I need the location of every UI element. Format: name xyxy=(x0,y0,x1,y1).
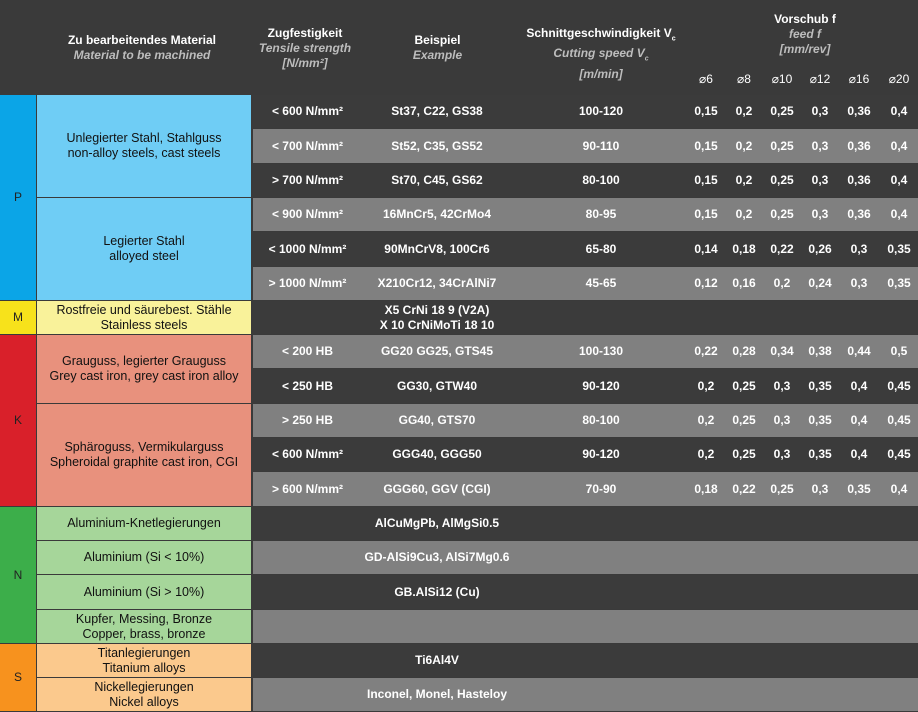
row-example: X210Cr12, 34CrAlNi7 xyxy=(377,276,497,290)
header-feed xyxy=(730,12,880,57)
material-name-en: Nickel alloys xyxy=(109,694,179,709)
header-speed-en xyxy=(515,46,687,66)
header-example xyxy=(375,33,500,63)
material-description xyxy=(37,198,251,300)
material-description xyxy=(37,507,251,540)
header-tensile xyxy=(250,26,360,71)
row-feed: 0,3 xyxy=(811,138,829,153)
row-feed: 0,36 xyxy=(847,104,871,118)
material-name-en: Titanium alloys xyxy=(102,660,186,675)
row-example: 16MnCr5, 42CrMo4 xyxy=(382,207,492,221)
row-tensile: < 700 N/mm² xyxy=(271,138,344,153)
row-feed: 0,16 xyxy=(732,276,756,290)
row-tensile: < 250 HB xyxy=(281,378,334,393)
diameter-header: ⌀10 xyxy=(771,71,793,86)
row-feed: 0,35 xyxy=(808,413,832,427)
material-name-en: Grey cast iron, grey cast iron alloy xyxy=(49,369,239,383)
row-speed: 100-120 xyxy=(578,104,624,118)
row-tensile: < 1000 N/mm² xyxy=(268,241,347,256)
row-speed: 80-100 xyxy=(582,173,620,187)
row-feed: 0,2 xyxy=(697,413,715,427)
row-speed: 90-120 xyxy=(582,378,620,393)
material-name-de: Nickellegierungen xyxy=(94,679,194,694)
material-name-de: Unlegierter Stahl, Stahlguss xyxy=(66,131,222,145)
row-speed: 90-110 xyxy=(582,138,620,153)
group-letter-M: M xyxy=(0,301,36,334)
row-example-line: Inconel, Monel, Hasteloy xyxy=(366,687,508,701)
row-feed: 0,36 xyxy=(847,207,871,221)
row-feed: 0,4 xyxy=(890,138,908,153)
row-feed: 0,22 xyxy=(732,481,756,496)
row-example-line: Ti6Al4V xyxy=(415,653,459,667)
row-speed: 70-90 xyxy=(585,481,617,496)
row-feed: 0,34 xyxy=(770,344,794,358)
row-speed: 80-100 xyxy=(582,413,620,427)
header-tensile-unit: [N/mm²] xyxy=(282,56,328,70)
row-example xyxy=(332,301,542,334)
row-example: St52, C35, GS52 xyxy=(391,138,483,153)
header-feed-unit: [mm/rev] xyxy=(779,42,831,56)
row-example: GGG60, GGV (CGI) xyxy=(383,481,491,496)
row-feed: 0,3 xyxy=(850,241,868,256)
row-feed: 0,35 xyxy=(808,447,832,461)
row-feed: 0,36 xyxy=(847,138,871,153)
row-feed: 0,35 xyxy=(887,276,911,290)
row-example xyxy=(332,575,542,609)
material-description xyxy=(37,95,251,197)
diameter-header: ⌀8 xyxy=(737,71,751,86)
row-tensile: < 200 HB xyxy=(281,344,334,358)
row-feed: 0,4 xyxy=(890,207,908,221)
row-example xyxy=(332,678,542,711)
row-feed: 0,2 xyxy=(697,378,715,393)
row-feed: 0,22 xyxy=(770,241,794,256)
header-example-de: Beispiel xyxy=(414,33,461,47)
row-feed: 0,3 xyxy=(811,173,829,187)
material-name-de: Titanlegierungen xyxy=(97,645,191,660)
row-feed: 0,35 xyxy=(887,241,911,256)
row-example: GG30, GTW40 xyxy=(396,378,478,393)
material-description xyxy=(37,610,251,643)
material-description xyxy=(37,335,251,403)
row-feed: 0,18 xyxy=(694,481,718,496)
row-feed: 0,22 xyxy=(694,344,718,358)
row-example: St70, C45, GS62 xyxy=(391,173,483,187)
row-feed: 0,5 xyxy=(890,344,908,358)
row-speed: 45-65 xyxy=(585,276,617,290)
material-name-en: non-alloy steels, cast steels xyxy=(67,146,221,160)
row-feed: 0,3 xyxy=(811,207,829,221)
row-feed: 0,2 xyxy=(735,104,753,118)
row-feed: 0,2 xyxy=(735,207,753,221)
row-feed: 0,45 xyxy=(887,413,911,427)
row-feed: 0,4 xyxy=(850,447,868,461)
row-tensile: > 700 N/mm² xyxy=(271,173,344,187)
group-letter-S: S xyxy=(0,644,36,711)
row-speed: 80-95 xyxy=(585,207,617,221)
row-speed: 100-130 xyxy=(578,344,624,358)
row-feed: 0,3 xyxy=(850,276,868,290)
material-name-en: Copper, brass, bronze xyxy=(82,626,206,641)
row-feed: 0,44 xyxy=(847,344,871,358)
row-feed: 0,3 xyxy=(773,378,791,393)
header-speed-unit: [m/min] xyxy=(579,66,623,81)
row-example: St37, C22, GS38 xyxy=(391,104,483,118)
row-feed: 0,15 xyxy=(694,207,718,221)
row-feed: 0,3 xyxy=(811,104,829,118)
row-tensile: < 600 N/mm² xyxy=(271,104,344,118)
row-speed: 65-80 xyxy=(585,241,617,256)
material-name-en: Stainless steels xyxy=(100,317,188,332)
row-feed: 0,15 xyxy=(694,138,718,153)
header-speed xyxy=(515,26,687,82)
material-name-de: Aluminium (Si > 10%) xyxy=(83,584,205,599)
row-feed: 0,24 xyxy=(808,276,832,290)
row-example: GG20 GG25, GTS45 xyxy=(380,344,494,358)
row-feed: 0,2 xyxy=(697,447,715,461)
header-speed-en-sub: c xyxy=(644,55,649,63)
header-speed-de-text: Schnittgeschwindigkeit V xyxy=(526,26,672,40)
row-example: GGG40, GGG50 xyxy=(392,447,482,461)
row-example-line: GD-AlSi9Cu3, AlSi7Mg0.6 xyxy=(364,550,510,564)
row-example-line: GB.AlSi12 (Cu) xyxy=(394,584,480,599)
row-feed: 0,45 xyxy=(887,378,911,393)
row-feed: 0,14 xyxy=(694,241,718,256)
row-feed: 0,25 xyxy=(770,104,794,118)
material-name-en: Spheroidal graphite cast iron, CGI xyxy=(49,455,239,469)
header-material xyxy=(36,33,248,63)
row-feed: 0,3 xyxy=(811,481,829,496)
row-example-line: X5 CrNi 18 9 (V2A) xyxy=(384,302,490,317)
header-feed-en: feed f xyxy=(788,27,821,41)
material-name-de: Grauguss, legierter Grauguss xyxy=(62,354,226,368)
material-name-de: Aluminium-Knetlegierungen xyxy=(67,516,221,530)
header-example-en: Example xyxy=(412,48,463,62)
row-feed: 0,25 xyxy=(770,138,794,153)
row-feed: 0,25 xyxy=(770,207,794,221)
diameter-header: ⌀20 xyxy=(888,71,910,86)
diameter-header: ⌀6 xyxy=(699,71,713,86)
diameter-header: ⌀12 xyxy=(809,71,831,86)
group-letter-K: K xyxy=(0,335,36,506)
material-description xyxy=(37,575,251,609)
group-letter-N: N xyxy=(0,507,36,643)
row-example xyxy=(332,610,542,643)
row-example-line: AlCuMgPb, AlMgSi0.5 xyxy=(374,516,500,530)
row-feed: 0,26 xyxy=(808,241,832,256)
row-feed: 0,4 xyxy=(890,104,908,118)
row-feed: 0,45 xyxy=(887,447,911,461)
row-speed: 90-120 xyxy=(582,447,620,461)
material-name-de: Aluminium (Si < 10%) xyxy=(83,550,205,564)
row-feed: 0,28 xyxy=(732,344,756,358)
row-example: GG40, GTS70 xyxy=(398,413,476,427)
material-name-de: Rostfreie und säurebest. Stähle xyxy=(56,302,232,317)
header-speed-de xyxy=(515,26,687,46)
row-example-line-2: X 10 CrNiMoTi 18 10 xyxy=(379,317,495,332)
material-description xyxy=(37,404,251,506)
row-feed: 0,25 xyxy=(770,173,794,187)
row-feed: 0,4 xyxy=(890,173,908,187)
header-speed-de-sub: c xyxy=(671,35,676,43)
material-name-de: Kupfer, Messing, Bronze xyxy=(75,611,213,626)
row-feed: 0,36 xyxy=(847,173,871,187)
material-description xyxy=(37,678,251,711)
header-feed-de: Vorschub f xyxy=(774,12,836,26)
row-tensile: < 600 N/mm² xyxy=(271,447,344,461)
row-feed: 0,35 xyxy=(847,481,871,496)
row-feed: 0,25 xyxy=(732,413,756,427)
row-feed: 0,4 xyxy=(890,481,908,496)
material-name-en: alloyed steel xyxy=(109,249,179,263)
row-example xyxy=(332,644,542,677)
material-description xyxy=(37,301,251,334)
row-feed: 0,3 xyxy=(773,413,791,427)
row-tensile: > 600 N/mm² xyxy=(271,481,344,496)
row-feed: 0,35 xyxy=(808,378,832,393)
material-name-de: Legierter Stahl xyxy=(103,234,185,248)
row-feed: 0,15 xyxy=(694,173,718,187)
row-feed: 0,15 xyxy=(694,104,718,118)
row-tensile: > 1000 N/mm² xyxy=(268,276,347,290)
row-feed: 0,2 xyxy=(735,138,753,153)
group-letter-P: P xyxy=(0,95,36,300)
row-example xyxy=(332,541,542,574)
header-tensile-en: Tensile strength xyxy=(258,41,352,55)
row-feed: 0,2 xyxy=(773,276,791,290)
row-feed: 0,12 xyxy=(694,276,718,290)
header-material-en: Material to be machined xyxy=(73,48,211,62)
material-name-de: Sphäroguss, Vermikularguss xyxy=(64,440,224,454)
header-tensile-de: Zugfestigkeit xyxy=(267,26,343,40)
row-feed: 0,2 xyxy=(735,173,753,187)
row-feed: 0,3 xyxy=(773,447,791,461)
row-feed: 0,25 xyxy=(770,481,794,496)
row-feed: 0,25 xyxy=(732,378,756,393)
row-tensile: < 900 N/mm² xyxy=(271,207,344,221)
row-example: 90MnCrV8, 100Cr6 xyxy=(384,241,490,256)
header-speed-en-text: Cutting speed V xyxy=(553,46,645,61)
row-feed: 0,18 xyxy=(732,241,756,256)
row-tensile: > 250 HB xyxy=(281,413,334,427)
header-material-de: Zu bearbeitendes Material xyxy=(67,33,217,47)
row-feed: 0,4 xyxy=(850,413,868,427)
diameter-header: ⌀16 xyxy=(848,71,870,86)
material-description xyxy=(37,541,251,574)
material-description xyxy=(37,644,251,677)
row-feed: 0,4 xyxy=(850,378,868,393)
row-example xyxy=(332,507,542,540)
row-feed: 0,38 xyxy=(808,344,832,358)
row-feed: 0,25 xyxy=(732,447,756,461)
